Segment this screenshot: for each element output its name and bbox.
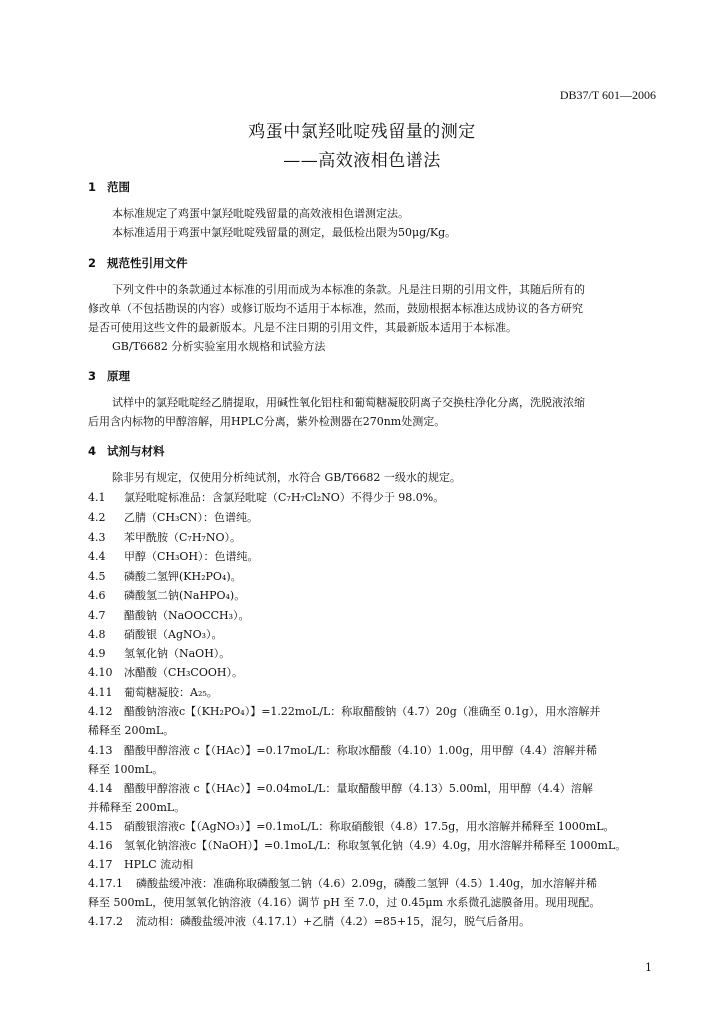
item-number: 4.16 (88, 839, 113, 852)
document-subtitle: ——高效液相色谱法 (283, 151, 441, 171)
list-item (88, 818, 615, 834)
list-item (88, 780, 593, 796)
list-item (88, 587, 245, 603)
item-text: HPLC 流动相 (124, 858, 194, 871)
section-title: 原理 (107, 369, 130, 383)
item-text: 醋酸钠（NaOOCCH₃）。 (124, 609, 250, 622)
list-item (88, 489, 444, 505)
item-text: 磷酸氢二钠(NaHPO₄)。 (124, 589, 246, 602)
list-item (88, 664, 243, 680)
item-number: 4.10 (88, 666, 113, 679)
list-item (88, 626, 223, 642)
list-item (88, 875, 597, 891)
paragraph-line: 是否可使用这些文件的最新版本。凡是不注日期的引用文件，其最新版本适用于本标准。 (88, 321, 517, 334)
section-number: 2 (88, 256, 97, 270)
paragraph-line: 修改单（不包括勘误的内容）或修订版均不适用于本标准，然而，鼓励根据本标准达成协议的各方研究 (88, 302, 583, 315)
item-number: 4.2 (88, 511, 106, 524)
item-text: 流动相：磷酸盐缓冲液（4.17.1）+乙腈（4.2）=85+15，混匀，脱气后备用。 (136, 915, 531, 928)
list-item (88, 548, 259, 564)
item-number: 4.9 (88, 647, 106, 660)
paragraph: 本标准规定了鸡蛋中氯羟吡啶残留量的高效液相色谱测定法。 (112, 207, 409, 220)
section-number: 1 (88, 180, 97, 194)
item-number: 4.17.2 (88, 915, 123, 928)
item-number: 4.4 (88, 550, 106, 563)
section-title: 规范性引用文件 (107, 256, 188, 270)
item-text: 葡萄糖凝胶：A₂₅。 (124, 686, 218, 699)
item-text: 醋酸钠溶液c【（KH₂PO₄）】=1.22moL/L：称取醋酸钠（4.7）20g（准确至 0.1g），用水溶解并 (124, 705, 601, 718)
list-item (88, 568, 242, 584)
item-text: 醋酸甲醇溶液 c【（HAc）】=0.17moL/L：称取冰醋酸（4.10）1.00g，用甲醇（4.4）溶解并稀 (124, 744, 597, 757)
item-number: 4.6 (88, 589, 106, 602)
item-text: 氢氧化钠溶液c【（NaOH）】=0.1moL/L：称取氢氧化钠（4.9）4.0g，用水溶解并稀释至 1000mL。 (124, 839, 627, 852)
list-item (88, 529, 241, 545)
section-title: 试剂与材料 (107, 444, 165, 458)
reference-entry: GB/T6682 分析实验室用水规格和试验方法 (112, 340, 326, 353)
item-number: 4.17 (88, 858, 113, 871)
paragraph-line: 下列文件中的条款通过本标准的引用而成为本标准的条款。凡是注日期的引用文件，其随后所有的 (112, 283, 585, 296)
section-number: 3 (88, 369, 97, 383)
list-item (88, 607, 250, 623)
item-text: 冰醋酸（CH₃COOH）。 (124, 666, 243, 679)
list-item (88, 856, 193, 872)
section-heading-reagents (88, 443, 165, 459)
item-number: 4.15 (88, 820, 113, 833)
item-text: 硝酸银溶液c【（AgNO₃）】=0.1moL/L：称取硝酸银（4.8）17.5g，用水溶解并稀释至 1000mL。 (124, 820, 615, 833)
item-continuation: 释至 100mL。 (88, 763, 164, 776)
item-continuation: 并稀释至 200mL。 (88, 801, 186, 814)
item-number: 4.14 (88, 782, 113, 795)
paragraph-line: 后用含内标物的甲醇溶解，用HPLC分离，紫外检测器在270nm处测定。 (88, 415, 446, 428)
document-title: 鸡蛋中氯羟吡啶残留量的测定 (248, 122, 476, 142)
item-number: 4.8 (88, 628, 106, 641)
item-text: 氢氧化钠（NaOH）。 (124, 647, 231, 660)
item-text: 甲醇（CH₃OH）：色谱纯。 (124, 550, 259, 563)
paragraph: 本标准适用于鸡蛋中氯羟吡啶残留量的测定，最低检出限为50μg/Kg。 (112, 226, 457, 239)
page-number: 1 (645, 961, 652, 974)
item-number: 4.7 (88, 609, 106, 622)
item-text: 氯羟吡啶标准品：含氯羟吡啶（C₇H₇Cl₂NO）不得少于 98.0%。 (124, 491, 445, 504)
list-item (88, 645, 230, 661)
list-item (88, 742, 597, 758)
item-number: 4.5 (88, 570, 106, 583)
item-number: 4.12 (88, 705, 113, 718)
paragraph-line: 试样中的氯羟吡啶经乙腈提取，用碱性氧化铝柱和葡萄糖凝胶阴离子交换柱净化分离，洗脱液浓缩 (112, 396, 585, 409)
item-text: 醋酸甲醇溶液 c【（HAc）】=0.04moL/L：量取醋酸甲醇（4.13）5.00ml，用甲醇（4.4）溶解 (124, 782, 593, 795)
item-text: 苯甲酰胺（C₇H₇NO）。 (124, 531, 241, 544)
item-text: 磷酸盐缓冲液：准确称取磷酸氢二钠（4.6）2.09g，磷酸二氢钾（4.5）1.40g，加水溶解并稀 (136, 877, 598, 890)
item-text: 硝酸银（AgNO₃）。 (124, 628, 223, 641)
section-heading-principle (88, 368, 130, 384)
list-item (88, 509, 258, 525)
section-title: 范围 (107, 180, 130, 194)
item-continuation: 释至 500mL，使用氢氧化钠溶液（4.16）调节 pH 至 7.0，过 0.45μm 水系微孔滤膜备用。现用现配。 (88, 896, 601, 909)
item-number: 4.13 (88, 744, 113, 757)
item-number: 4.11 (88, 686, 113, 699)
list-item (88, 913, 530, 929)
item-text: 乙腈（CH₃CN）：色谱纯。 (124, 511, 258, 524)
item-number: 4.17.1 (88, 877, 123, 890)
paragraph: 除非另有规定，仅使用分析纯试剂，水符合 GB/T6682 一级水的规定。 (112, 471, 461, 484)
section-heading-scope (88, 179, 130, 195)
item-continuation: 稀释至 200mL。 (88, 724, 175, 737)
section-heading-normative-references (88, 255, 188, 271)
list-item (88, 703, 600, 719)
section-number: 4 (88, 444, 97, 458)
item-text: 磷酸二氢钾(KH₂PO₄)。 (124, 570, 242, 583)
item-number: 4.3 (88, 531, 106, 544)
standard-code: DB37/T 601—2006 (559, 88, 656, 102)
list-item (88, 684, 218, 700)
list-item (88, 837, 626, 853)
item-number: 4.1 (88, 491, 106, 504)
